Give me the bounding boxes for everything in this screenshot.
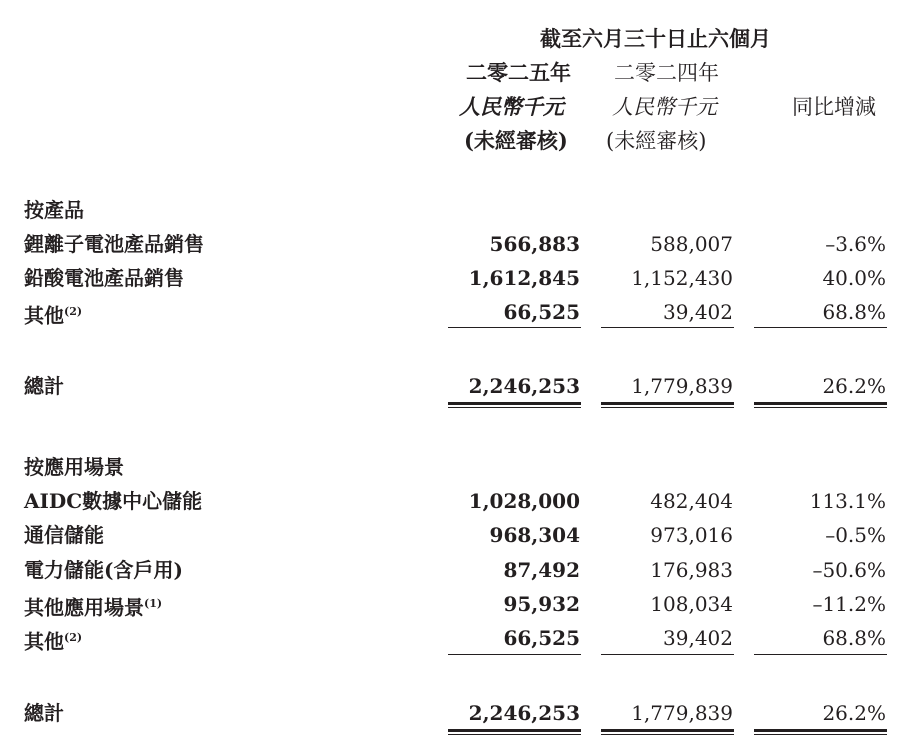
subtotal-rule <box>754 654 887 655</box>
total-2024: 1,779,839 <box>631 374 733 398</box>
total-yoy: 26.2% <box>822 374 886 398</box>
total-double-rule <box>448 729 581 735</box>
total-2025: 2,246,253 <box>468 374 580 398</box>
total-double-rule <box>601 402 734 408</box>
value-yoy: –50.6% <box>812 558 886 582</box>
total-yoy: 26.2% <box>822 701 886 725</box>
value-yoy: 113.1% <box>809 489 886 513</box>
value-2025: 1,612,845 <box>468 266 580 290</box>
value-yoy: 68.8% <box>822 300 886 324</box>
period-header: 截至六月三十日止六個月 <box>540 26 771 51</box>
value-yoy: –11.2% <box>812 592 886 616</box>
total-label: 總計 <box>24 374 64 398</box>
subtotal-rule <box>754 327 887 328</box>
value-2024: 588,007 <box>650 232 733 256</box>
value-2024: 1,152,430 <box>631 266 733 290</box>
total-double-rule <box>754 729 887 735</box>
value-2024: 39,402 <box>663 300 733 324</box>
subtotal-rule <box>601 327 734 328</box>
footnote-ref: (2) <box>64 631 83 644</box>
value-2025: 95,932 <box>503 592 580 616</box>
total-label: 總計 <box>24 701 64 725</box>
value-2025: 66,525 <box>503 300 580 324</box>
subtotal-rule <box>448 654 581 655</box>
section-title-by-product: 按產品 <box>24 198 84 222</box>
value-yoy: 68.8% <box>822 626 886 650</box>
total-double-rule <box>754 402 887 408</box>
value-2025: 87,492 <box>503 558 580 582</box>
value-2025: 66,525 <box>503 626 580 650</box>
col-2024-year: 二零二四年 <box>614 61 719 85</box>
value-yoy: –3.6% <box>825 232 886 256</box>
row-label: 其他應用場景$^{(1)}$ <box>24 595 163 620</box>
subtotal-rule <box>601 654 734 655</box>
value-yoy: –0.5% <box>825 523 886 547</box>
section-title-by-scenario: 按應用場景 <box>24 455 124 479</box>
col-2025-note: (未經審核) <box>464 128 568 153</box>
row-label: 鋰離子電池產品銷售 <box>24 232 204 256</box>
col-2024-unit: 人民幣千元 <box>612 95 717 119</box>
row-label: 其他$^{(2)}$ <box>24 629 83 654</box>
col-2025-unit: 人民幣千元 <box>459 94 564 119</box>
row-label: 電力儲能(含戶用) <box>24 558 183 582</box>
value-2025: 566,883 <box>489 232 580 256</box>
row-label: 通信儲能 <box>24 523 104 547</box>
value-2025: 1,028,000 <box>468 489 580 513</box>
row-label: 鉛酸電池產品銷售 <box>24 266 184 290</box>
col-2025-year: 二零二五年 <box>466 60 571 85</box>
footnote-ref: (1) <box>144 597 163 610</box>
value-2024: 176,983 <box>650 558 733 582</box>
total-2024: 1,779,839 <box>631 701 733 725</box>
total-2025: 2,246,253 <box>468 701 580 725</box>
row-label: 其他$^{(2)}$ <box>24 303 83 328</box>
total-double-rule <box>601 729 734 735</box>
col-yoy-label: 同比增減 <box>792 95 876 119</box>
value-2025: 968,304 <box>489 523 580 547</box>
value-yoy: 40.0% <box>822 266 886 290</box>
total-double-rule <box>448 402 581 408</box>
value-2024: 973,016 <box>650 523 733 547</box>
subtotal-rule <box>448 327 581 328</box>
col-2024-note: (未經審核) <box>606 129 707 153</box>
value-2024: 108,034 <box>650 592 733 616</box>
value-2024: 39,402 <box>663 626 733 650</box>
value-2024: 482,404 <box>650 489 733 513</box>
row-label: AIDC數據中心儲能 <box>24 489 203 513</box>
footnote-ref: (2) <box>64 305 83 318</box>
